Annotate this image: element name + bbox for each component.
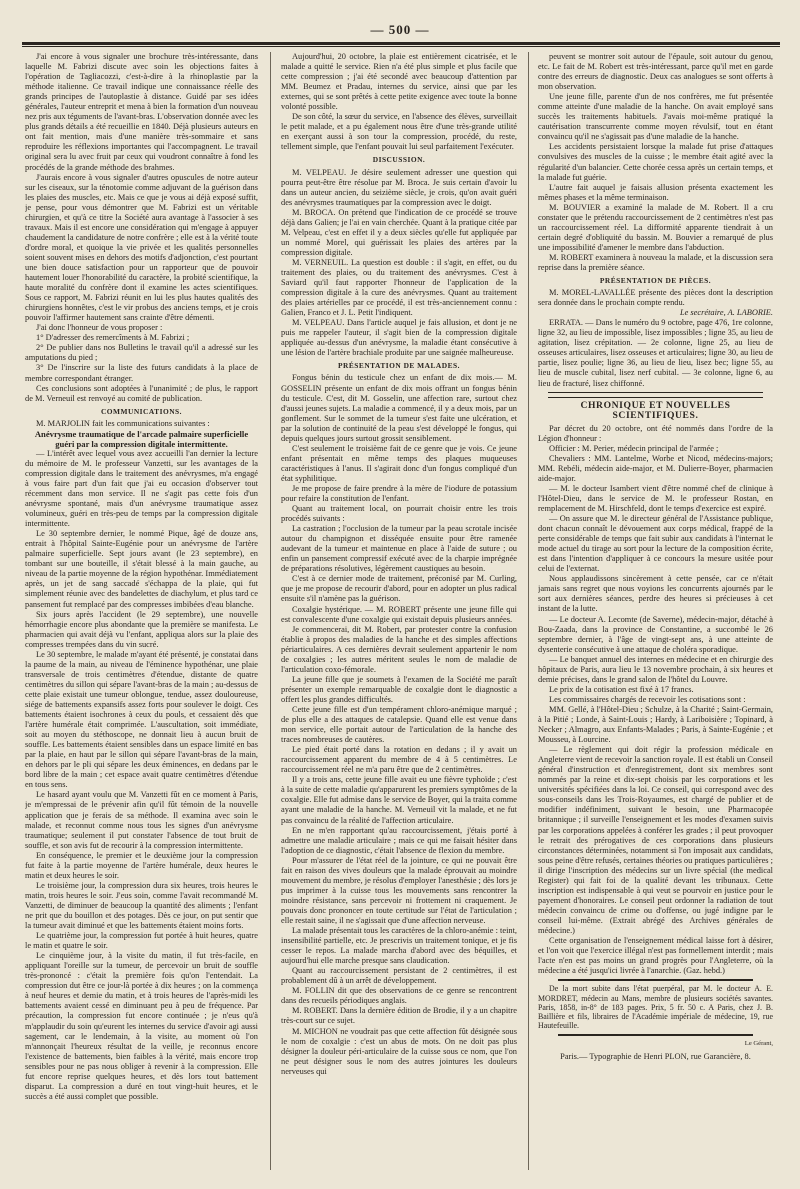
section-heading: COMMUNICATIONS. xyxy=(100,406,183,416)
separator-rule xyxy=(558,979,753,981)
paragraph: J'ai donc l'honneur de vous proposer : xyxy=(36,323,163,333)
section-heading: PRÉSENTATION DE MALADES. xyxy=(338,361,460,371)
paragraph: La jeune fille que je soumets à l'examen de la Société me paraît présenter un exemple remarquable de coxalgie dont le diagnostic a offert les plus grandes difficultés. xyxy=(281,674,517,704)
paragraph: Le pied était porté dans la rotation en dedans ; il y avait un raccourcissement apparent du membre de 4 à 5 centimètres. Le raccourcissement réel ne m'a paru être que de 2 centimètres. xyxy=(281,745,517,775)
paragraph: M. ROBERT. Dans la dernière édition de Brodie, il y a un chapitre très-court sur ce sujet. xyxy=(281,1006,517,1026)
double-rule xyxy=(548,392,763,398)
gerant-label: Le Gérant, xyxy=(744,1039,773,1047)
paragraph: L'autre fait auquel je faisais allusion présenta exactement les mêmes phases et la même terminaison. xyxy=(538,182,773,202)
paragraph: — Le règlement qui doit régir la profession médicale en Angleterre vient de recevoir la sanction royale. Il est établi un Conseil général d'instruction et d'enregistrement, dont six membres sont nommés par la reine et dix-sept choisis par les corporations et les universités spécifiées dans la loi. Ce conseil, qui correspond avec des sous-conseils dans les Trois-Royaumes, est chargé de publier et de modifier indéfiniment, suivant le besoin, une Pharmacopée britannique ; il surveille l'enseignement et les modes d'examen suivis par les corporations appelées à conférer les grades ; il peut provoquer le retrait des prérogatives de ces corporations dans plusieurs circonstances déterminées, notamment si l'on imposait aux candidats, sous peine d'être refusés, certaines théories ou pratiques particulières ; il dirige l'inscription des médecins sur un livre spécial (the medical Register) qui fait foi de la qualité devant les tribunaux. Cette inscription est indispensable à qui veut se pourvoir en justice pour le payement d'honoraires. Le conseil peut ordonner la radiation de tout médecin convaincu de crime ou d'offense, ou jugé indigne par le conseil lui-même. (Extrait abrégé des Archives générales de médecine.) xyxy=(538,745,773,935)
paragraph: Cette organisation de l'enseignement médical laisse fort à désirer, et l'on voit que l'exercice illégal n'est pas formellement interdit ; mais l'acte n'en est pas moins un grand progrès pour l'Angleterre, où la médecine a été jusqu'ici livrée à l'anarchie. (Gaz. hebd.) xyxy=(538,936,773,976)
paragraph: J'ai encore à vous signaler une brochure très-intéressante, dans laquelle M. Fabrizi discute avec soin les objections faites à l'opération de Tagliacozzi, c'est-à-dire à la rhinoplastie par la méthode italienne. Ce travail indique une connaissance réelle des grands principes de l'autoplastie à distance. Guidé par ses idées générales, l'auteur entreprit et mena à bien la formation d'un nouveau nez pris aux téguments de l'avant-bras. L'observation donnée avec les plus grands détails a été recueillie en 1840. Déjà plusieurs auteurs en ont fait mention, mais d'une manière très-sommaire et sans reproduire les réflexions importantes qui l'accompagnent. Le travail original sera lu avec fruit par ceux qui voudront connaître à fond les procédés de la grande méthode des brahmes. xyxy=(25,52,258,172)
paragraph: En ne m'en rapportant qu'au raccourcissement, j'étais porté à admettre une maladie articulaire ; mais ce qui me faisait hésiter dans l'adoption de ce diagnostic, c'était l'absence de flexion du membre. xyxy=(281,825,517,855)
column-3 xyxy=(538,52,773,1172)
section-heading: PRÉSENTATION DE PIÈCES. xyxy=(599,276,712,286)
paragraph: — Le docteur A. Lecomte (de Saverne), médecin-major, détaché à Bou-Zaada, dans la province de Constantine, a succombé le 26 septembre dernier, à l'âge de vingt-sept ans, à une atteinte de dysenterie consécutive à une attaque de choléra sporadique. xyxy=(538,614,773,654)
page-number: — 500 — xyxy=(370,22,430,37)
column-divider xyxy=(528,52,529,1170)
paragraph: Quant au traitement local, on pourrait choisir entre les trois procédés suivants : xyxy=(281,504,517,524)
article-title: Anévrysme traumatique de l'arcade palmaire superficielle guéri par la compression digitale intermittente. xyxy=(34,428,249,449)
paragraph: M. MOREL-LAVALLÉE présente des pièces dont la description sera donnée dans le prochain compte rendu. xyxy=(538,288,773,308)
paragraph: Six jours après l'accident (le 29 septembre), une nouvelle hémorrhagie encore plus abondante que la première se manifesta. Le pharmacien qui avait déjà vu l'enfant, appliqua alors sur la plaie des compresses trempées dans du vin sucré. xyxy=(25,609,258,649)
paragraph: Le quatrième jour, la compression fut portée à huit heures, quatre le matin et quatre le soir. xyxy=(25,931,258,951)
paragraph: Les accidents persistaient lorsque la malade fut prise d'attaques convulsives des muscles de la cuisse ; le membre était agité avec la régularité d'un balancier. Cette chorée cessa après un certain temps, et la malade fut guérie. xyxy=(538,142,773,182)
paragraph: M. BROCA. On prétend que l'indication de ce procédé se trouve déjà dans Galien; je l'ai en vain cherchée. Quant à la pratique citée par M. Velpeau, c'est en effet il y a deux siècles qu'elle fut appliquée par un nommé Morel, qui guérissait les plaies des artères par la compression digitale. xyxy=(281,207,517,257)
section-heading: DISCUSSION. xyxy=(372,155,426,165)
paragraph: M. FOLLIN dit que des observations de ce genre se rencontrent dans des recueils périodiques anglais. xyxy=(281,986,517,1006)
paragraph: Les commissaires chargés de recevoir les cotisations sont : xyxy=(549,694,746,704)
paragraph: MM. Gellé, à l'Hôtel-Dieu ; Schulze, à la Charité ; Saint-Germain, à la Pitié ; Londe, à Saint-Louis ; Hardy, à Lariboisière ; Topinard, à Necker ; Almagro, aux Enfants-Malades ; Paris, à Sainte-Eugénie ; et Mousseu, à Lourcine. xyxy=(538,704,773,745)
paragraph: Je commencerai, dit M. Robert, par protester contre la confusion établie à propos des maladies de la hanche et des simples affections périarticulaires. A ces dernières devrait seulement appartenir le nom de coxalgies ; les autres méritent seules le nom de maladie de l'articulation coxo-fémorale. xyxy=(281,624,517,674)
paragraph: C'est à ce dernier mode de traitement, préconisé par M. Curling, que je me propose de recourir d'abord, pour en adopter un plus radical ensuite s'il n'amène pas la guérison. xyxy=(281,574,517,604)
paragraph: ERRATA. — Dans le numéro du 9 octobre, page 476, 1re colonne, ligne 32, au lieu de impossible, lisez impossibles ; ligne 35, au lieu de agitation, lisez crépitation. — 2e colonne, ligne 25, au lieu de osseuses articulaires, lisez osseuses et articulaires; ligne 30, au lieu de partie, lisez poulie; ligne 36, au lieu de lieu, lisez bec; ligne 55, au lieu de muscle cubital, lisez nerf cubital. — 3e colonne, ligne 6, au lieu de fracturé, lisez chiffonné. xyxy=(538,318,773,388)
book-notice: De la mort subite dans l'état puerpéral, par M. le docteur A. E. MORDRET, médecin au Mans, membre de plusieurs sociétés savantes. Paris, 1858, in-8° de 183 pages. Prix, 5 fr. 50 c. A Paris, chez J. B. Baillière et fils, libraires de l'Académie impériale de médecine, 19, rue Hautefeuille. xyxy=(538,984,773,1031)
column-1 xyxy=(25,52,258,1172)
paragraph: — L'intérêt avec lequel vous avez accueilli l'an dernier la lecture du mémoire de M. le professeur Vanzetti, sur les avantages de la compression digitale dans le traitement des anévrysmes, m'a engagé à vous faire part d'un fait que j'ai eu occasion d'observer tout récemment dans mon service. Il ne s'agit pas cette fois d'un anévrysme spontané, mais d'un anévrysme traumatique assez volumineux, guéri en très-peu de temps par la compression digitale intermittente. xyxy=(25,448,258,529)
header-rule-thin xyxy=(22,46,780,47)
paragraph: Le hasard ayant voulu que M. Vanzetti fût en ce moment à Paris, je m'empressai de le prévenir afin qu'il fût témoin de la nouvelle application que je ferais de sa méthode. Il examina avec soin le malade, et reconnut comme nous tous les signes d'un anévrysme traumatique; seulement il put constater l'absence de tout bruit de souffle, et son avis fut de recourir à la compression intermittente. xyxy=(25,790,258,850)
paragraph: Officier : M. Perier, médecin principal de l'armée ; xyxy=(549,443,719,453)
chronicle-heading: CHRONIQUE ET NOUVELLES SCIENTIFIQUES. xyxy=(580,399,731,421)
paragraph: — M. le docteur Isambert vient d'être nommé chef de clinique à l'Hôtel-Dieu, dans le service de M. le professeur Rostan, en remplacement de M. Hirschfeld, dont le temps d'exercice est expiré. xyxy=(538,483,773,514)
paragraph: Une jeune fille, parente d'un de nos confrères, me fut présentée comme atteinte d'une maladie de la hanche. On avait employé sans succès les traitements habituels. J'avais moi-même pratiqué la cautérisation transcurrente comme moyen révulsif, tout en étant convaincu qu'il ne s'agissait pas d'une maladie de la hanche. xyxy=(538,92,773,142)
paragraph: M. VERNEUIL. La question est double : il s'agit, en effet, ou du traitement des plaies, ou du traitement des anévrysmes. C'est à Saviard qu'il faut rapporter l'honneur de l'application de la compression digitale à la cure des anévrysmes. Quant au traitement des plaies artérielles par ce procédé, il est très-anciennement connu : Galien, Franco et J. L. Petit l'indiquent. xyxy=(281,257,517,318)
paragraph: Chevaliers : MM. Lantelme, Worbe et Nicod, médecins-majors; MM. Rebéli, médecin aide-major, et M. Dulierre-Boyer, pharmacien aide-major. xyxy=(538,453,773,483)
paragraph: Par décret du 20 octobre, ont été nommés dans l'ordre de la Légion d'honneur : xyxy=(538,423,773,443)
header-rule xyxy=(22,42,780,45)
paragraph: Ces conclusions sont adoptées à l'unanimité ; de plus, le rapport de M. Verneuil est renvoyé au comité de publication. xyxy=(25,383,258,403)
paragraph: La castration ; l'occlusion de la tumeur par la peau scrotale incisée autour du champignon et disséquée ensuite pour être ramenée audevant de la tumeur et maintenue en place à l'aide de suture ; ou enfin un pansement compressif exécuté avec de la charpie imprégnée de préparations résolutives, légèrement caustiques au besoin. xyxy=(281,524,517,574)
paragraph: Nous applaudissons sincèrement à cette pensée, car ce n'était jamais sans regret que nous voyions les concurrents ajournés par le sort aux dernières séances, perdre des heures si précieuses à cet instant de la lutte. xyxy=(538,574,773,614)
paragraph: La malade présentait tous les caractères de la chloro-anémie : teint, insensibilité partielle, etc. Je prescrivis un traitement tonique, et je fis cesser le repos. La malade marcha d'abord avec des béquilles, et aujourd'hui elle marche presque sans claudication. xyxy=(281,926,517,966)
paragraph: 2° De publier dans nos Bulletins le travail qu'il a adressé sur les amputations du pied ; xyxy=(25,343,258,363)
paragraph: — Le banquet annuel des internes en médecine et en chirurgie des hôpitaux de Paris, aura lieu le 13 novembre prochain, à six heures et demie précises, dans le grand salon de l'hôtel du Louvre. xyxy=(538,654,773,684)
column-divider xyxy=(270,52,271,1170)
signature: Le secrétaire, A. LABORIE. xyxy=(679,308,773,318)
paragraph: 3° De l'inscrire sur la liste des futurs candidats à la place de membre correspondant étranger. xyxy=(25,363,258,383)
paragraph: M. ROBERT examinera à nouveau la malade, et la discussion sera reprise dans la première séance. xyxy=(538,252,773,272)
paragraph: M. BOUVIER a examiné la malade de M. Robert. Il a cru constater que le prétendu raccourcissement de 2 centimètres n'est pas un raccourcissement réel. La difformité apparente tiendrait à un certain degré d'obliquité du bassin. M. Bouvier a remarqué de plus une impossibilité d'amener le membre dans l'abduction. xyxy=(538,202,773,252)
paragraph: M. MARJOLIN fait les communications suivantes : xyxy=(36,418,210,428)
paragraph: Le prix de la cotisation est fixé à 17 francs. xyxy=(549,684,694,694)
paragraph: Coxalgie hystérique. — M. ROBERT présente une jeune fille qui est convalescente d'une coxalgie qui existait depuis plusieurs années. xyxy=(281,604,517,624)
paragraph: Le 30 septembre, le malade m'ayant été présenté, je constatai dans la paume de la main, au niveau de l'éminence hypothénar, une plaie transversale de trois centimètres d'étendue, distante de quatre centimètres du sillon qui sépare l'avant-bras de la main ; au-dessus de cette plaie existait une tumeur oblongue, tendue, assez douloureuse, siége de battements expansifs assez forts pour soulever le doigt. Ces battements étaient isochrones à ceux du pouls, et cessaient dès que l'artère humérale était comprimée. L'auscultation, soit immédiate, soit au moyen du stéthoscope, ne donnait lieu à aucun bruit de souffle. Les battements étaient sensibles dans un espace limité en bas par la plaie, en haut par le sillon qui sépare l'avant-bras de la main, en dehors par le pli qui sépare les deux éminences, en dedans par le bord libre de la main ; cet espace avait quatre centimètres d'étendue en tous sens. xyxy=(25,649,258,790)
paragraph: 1° D'adresser des remercîments à M. Fabrizi ; xyxy=(36,333,190,343)
paragraph: Il y a trois ans, cette jeune fille avait eu une fièvre typhoïde ; c'est à la suite de cette maladie qu'apparurent les premiers symptômes de la coxalgie. Elle fut admise dans le service de Boyer, qui la traita comme ayant une maladie de la hanche. M. Verneuil vit la malade, et ne fut pas convaincu de la réalité de l'affection articulaire. xyxy=(281,775,517,825)
paragraph: Pour m'assurer de l'état réel de la jointure, ce qui ne pouvait être fait en raison des vives douleurs que la malade éprouvait au moindre mouvement du membre, je résolus d'employer l'anesthésie ; dès lors je pus imprimer à la cuisse tous les mouvements sans rencontrer la moindre résistance, sans percevoir ni frottement ni craquement. Je pouvais donc prononcer en toute certitude sur l'état de l'articulation ; elle restait saine, il ne s'agissait que d'une affection nerveuse. xyxy=(281,855,517,925)
paragraph: Le troisième jour, la compression dura six heures, trois heures le matin, trois heures le soir. J'eus soin, comme l'avait recommandé M. Vanzetti, de diminuer de beaucoup la quantité des aliments ; l'enfant ne prit que du bouillon et des potages. Dès ce jour, on put sentir que la tumeur avait diminué et que les battements étaient moins forts. xyxy=(25,880,258,931)
paragraph: En conséquence, le premier et le deuxième jour la compression fut faite à la partie moyenne de l'artère humérale, deux heures le matin et deux heures le soir. xyxy=(25,850,258,880)
paragraph: J'aurais encore à vous signaler d'autres opuscules de notre auteur sur les ciseaux, sur la ténotomie comme adjuvant de la guérison dans les plaies des muscles, etc. Mais ce que je vous ai déjà exposé suffit, je pense, pour vous démontrer que M. Fabrizi est un véritable chirurgien, et qu'à ce titre la Société aura avantage à l'associer à ses travaux. Mais il est encore une considération qui m'engage à appuyer chaudement la candidature de notre confrère ; elle est à la vérité toute d'ordre moral, et quoique la vie privée et les qualités personnelles soient souvent mises en dehors des motifs d'adjonction, c'est pourtant une bien douce satisfaction pour un rapporteur que de pouvoir hautement louer l'honorabilité du caractère, la probité scientifique, la haute moralité du confrère dont il examine les actes scientifiques. Sous ce rapport, M. Fabrizi réunit en lui les plus hautes qualités des chirurgiens honnêtes, c'est le vir probus des anciens temps, et je crois pouvoir l'affirmer hautement sans crainte d'être démenti. xyxy=(25,172,258,323)
column-2 xyxy=(281,52,517,1172)
paragraph: De son côté, la sœur du service, en l'absence des élèves, surveillait le petit malade, et a pu également nous être d'une très-grande utilité en exerçant aussi à son tour la compression, procédé, du reste, tellement simple, que l'enfant pouvait lui seul parfaitement l'exécuter. xyxy=(281,112,517,152)
paragraph: Cette jeune fille est d'un tempérament chloro-anémique marqué ; de plus elle a des attaques de catalepsie. Quand elle est venue dans mon service, elle portait autour de l'articulation de la hanche des traces nombreuses de cautères. xyxy=(281,705,517,745)
paragraph: Quant au raccourcissement persistant de 2 centimètres, il est probablement dû à un arrêt de développement. xyxy=(281,966,517,986)
paragraph: M. MICHON ne voudrait pas que cette affection fût désignée sous le nom de coxalgie : c'est un abus de mots. On ne doit pas plus désigner la douleur péri-articulaire de la cuisse sous ce nom, que l'on ne peut désigner sous le nom des autres jointures les douleurs nerveuses qui xyxy=(281,1026,517,1076)
paragraph: Fongus bénin du testicule chez un enfant de dix mois.— M. GOSSELIN présente un enfant de dix mois offrant un fongus bénin du testicule. C'est, dit M. Gosselin, une affection rare, surtout chez d'aussi jeunes sujets. La maladie a commencé, il y a deux mois, par un gonflement. Sur le sommet de la tumeur s'est faite une ulcération, et par la solution de continuité de la peau s'est développé le fongus, qui depuis quelques jours surtout grossit sensiblement. xyxy=(281,373,517,443)
printer-line: Paris.— Typographie de Henri PLON, rue Garancière, 8. xyxy=(560,1051,751,1061)
paragraph: Aujourd'hui, 20 octobre, la plaie est entièrement cicatrisée, et le malade a quitté le service. Rien n'a été plus simple et plus facile que cette compression ; j'ai été secondé avec beaucoup d'attention par MM. Beumez et Pradau, internes du service, ainsi que par les externes, qui se sont prêtés à cette petite exigence avec toute la bonne volonté possible. xyxy=(281,52,517,112)
paragraph: C'est seulement le troisième fait de ce genre que je vois. Ce jeune enfant présentait en même temps des plaques muqueuses caractéristiques à l'anus. Il s'agirait donc d'un fongus compliqué d'un état syphilitique. xyxy=(281,443,517,483)
paragraph: — On assure que M. le directeur général de l'Assistance publique, dont chacun connaît le dévouement aux corps médical, frappé de la perte considérable de temps que fait subir aux candidats à l'internat le mode actuel du tirage au sort pour la lecture de la composition écrite, est dans l'intention d'appliquer à ce concours la mesure usitée pour celui de l'externat. xyxy=(538,514,773,574)
paragraph: peuvent se montrer soit autour de l'épaule, soit autour du genou, etc. Le fait de M. Robert est très-intéressant, parce qu'il met en garde contre des erreurs de diagnostic. Deux cas analogues se sont offerts à mon observation. xyxy=(538,52,773,92)
paragraph: M. VELPEAU. Je désire seulement adresser une question qui pourra peut-être être résolue par M. Broca. Je suis certain d'avoir lu dans un auteur ancien, du seizième siècle, je crois, qu'on avait guéri des anévrysmes traumatiques par la compression avec le doigt. xyxy=(281,167,517,207)
paragraph: M. VELPEAU. Dans l'article auquel je fais allusion, et dont je ne puis me rappeler l'auteur, il s'agit bien de la compression digitale appliquée au-dessus d'un anévrysme, la maladie étant consécutive à une lésion de l'artère brachiale produite par une saignée malheureuse. xyxy=(281,318,517,358)
paragraph: Le cinquième jour, à la visite du matin, il fut très-facile, en appliquant l'oreille sur la tumeur, de percevoir un bruit de souffle très-prononcé : c'était la première fois qu'on l'entendait. La compression dut être ce jour-là portée à dix heures ; on la commença à neuf heures et demie du matin, et à trois heures de l'après-midi les battements avaient cessé en diminuant peu à peu de fréquence. Par précaution, la compression fut encore continuée ; je n'eus qu'à m'applaudir du soin qu'eurent les internes du service d'avoir agi aussi sagement, car le lendemain, à la visite, au moment où l'on m'annonçait l'heureux résultat de la veille, je reconnus encore l'existence de battements, bien faibles à la vérité, mais encore trop sensibles pour ne pas nous obliger à revenir à la compression. Elle fut encore reprise quelques heures, et dès lors tout battement disparut. La compression a duré en tout vingt-huit heures, et le succès a été aussi complet que possible. xyxy=(25,951,258,1101)
separator-rule xyxy=(558,1034,753,1036)
paragraph: Le 30 septembre dernier, le nommé Pique, âgé de douze ans, entrait à l'hôpital Sainte-Eugénie pour un anévrysme de l'artère palmaire superficielle. Sept jours avant (le 23 septembre), en tombant sur une bouteille, il s'était blessé à la main gauche, au niveau de la partie moyenne de la région hypothénar. Immédiatement après, un jet de sang saccadé s'échappa de la plaie, qui fut simplement réunie avec des bandelettes de diachylum, et plus tard ce pansement fut remplacé par des compresses imbibées d'eau blanche. xyxy=(25,529,258,609)
paragraph: Je me propose de faire prendre à la mère de l'iodure de potassium pour refaire la constitution de l'enfant. xyxy=(281,483,517,504)
